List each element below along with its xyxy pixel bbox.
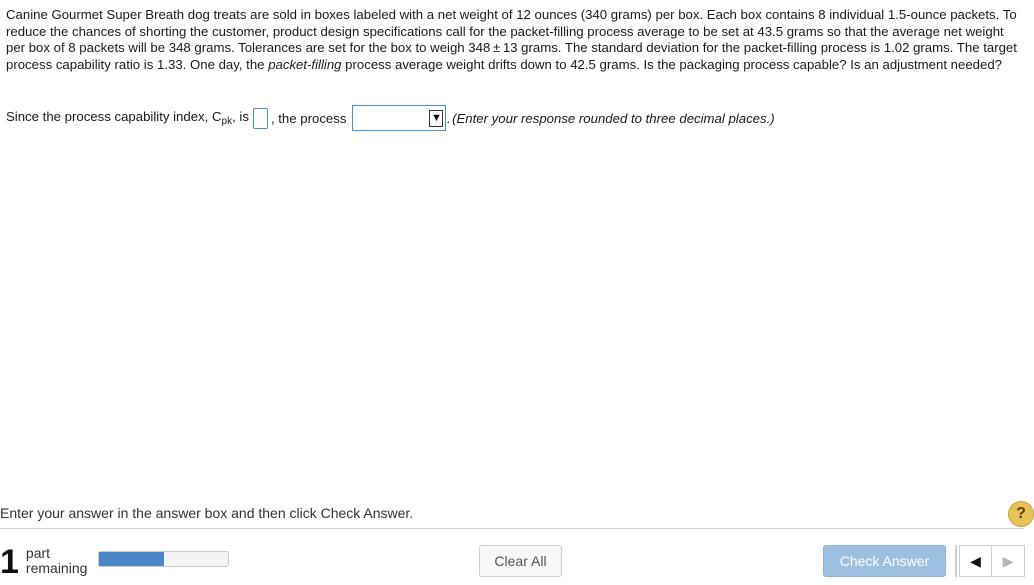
cpk-answer-input[interactable] [253, 108, 268, 129]
parts-remaining [0, 543, 87, 579]
clear-all-button[interactable]: Clear All [479, 545, 562, 577]
parts-remaining-label: part remaining [25, 545, 88, 576]
question-part-1: Canine Gourmet Super Breath dog treats are sold in boxes labeled with a net weight of 12 ounces (340 grams) per box. Each box contains 8 individual 1.5-ounce packets. To reduce the chances of shorting the customer, product design specifications call for the packet-filling process average to be set at 43.5 grams so that the average net weight per box of 8 packets will be 348 grams. Tolerances are set for the box to weigh 348 ± 13 grams. The standard deviation for the packet-filling process is 1.02 grams. The target process capability ratio is 1.33. One day, the [6, 7, 1017, 72]
progress-bar [98, 551, 229, 567]
footer-divider [0, 528, 1024, 529]
check-answer-button[interactable]: Check Answer [823, 545, 946, 577]
progress-bar-fill [99, 552, 164, 566]
question-part-3: process average weight drifts down to 42.5 grams. Is the packaging process capable? Is an adjustment needed? [341, 56, 1003, 72]
question-text [6, 7, 1022, 73]
dropdown-arrow-icon[interactable]: ▼ [429, 110, 443, 127]
next-arrow-icon[interactable]: ▶ [992, 545, 1025, 577]
instruction-text: Enter your answer in the answer box and then click Check Answer. [0, 505, 414, 521]
previous-arrow-icon[interactable]: ◀ [959, 545, 992, 577]
cpk-subscript: pk [221, 116, 233, 127]
process-capability-dropdown[interactable] [352, 105, 446, 131]
question-italic-term: packet-filling [268, 56, 342, 72]
answer-prefix: Since the process capability index, $C_{pk}$, is [6, 109, 249, 127]
answer-period: . [446, 110, 451, 126]
parts-remaining-count: 1 [0, 543, 19, 581]
nav-separator [955, 545, 957, 577]
help-icon[interactable]: ? [1008, 501, 1034, 527]
answer-middle-text: , the process [270, 110, 347, 126]
answer-row [6, 104, 775, 132]
rounding-hint: (Enter your response rounded to three decimal places.) [452, 110, 775, 126]
